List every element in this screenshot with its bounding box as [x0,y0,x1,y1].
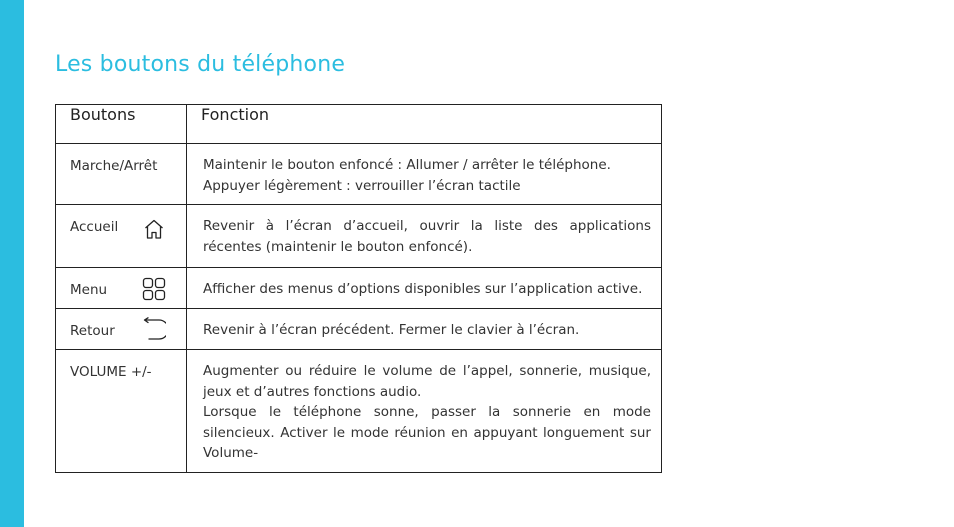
button-name: VOLUME +/- [70,364,152,380]
button-name: Accueil [70,219,119,235]
buttons-table [55,104,662,473]
home-icon [142,217,166,241]
function-cell [187,309,662,350]
table-row [56,205,662,268]
function-cell [187,144,662,205]
function-line: Appuyer légèrement : verrouiller l’écran tactile [203,177,521,194]
function-line: Augmenter ou réduire le volume de l’appel, sonnerie, musique, jeux et d’autres fonctions audio. [203,363,651,400]
button-cell [56,350,187,473]
function-cell [187,350,662,473]
menu-grid-icon [142,277,166,301]
button-name: Menu [70,282,108,298]
button-cell [56,268,187,309]
button-cell [56,309,187,350]
table-row [56,144,662,205]
function-cell [187,268,662,309]
button-name: Retour [70,323,115,339]
button-name: Marche/Arrêt [70,158,158,174]
table-row [56,268,662,309]
accent-side-bar [0,0,24,527]
button-cell [56,205,187,268]
function-cell [187,205,662,268]
function-line: Afficher des menus d’options disponibles sur l’application active. [203,281,643,297]
button-cell [56,144,187,205]
back-arrow-icon [142,317,166,341]
function-line: Lorsque le téléphone sonne, passer la sonnerie en mode silencieux. Activer le mode réunion en appuyant longuement sur Volume- [203,404,651,461]
function-line: Revenir à l’écran d’accueil, ouvrir la liste des applications récentes (maintenir le bouton enfoncé). [203,218,651,255]
table-row [56,309,662,350]
header-function: Fonction [187,105,662,144]
header-buttons: Boutons [56,105,187,144]
function-line: Revenir à l’écran précédent. Fermer le clavier à l’écran. [203,322,580,338]
page-title: Les boutons du téléphone [55,52,346,77]
table-row [56,350,662,473]
table-header-row [56,105,662,144]
function-line: Maintenir le bouton enfoncé : Allumer / arrêter le téléphone. [203,157,611,173]
